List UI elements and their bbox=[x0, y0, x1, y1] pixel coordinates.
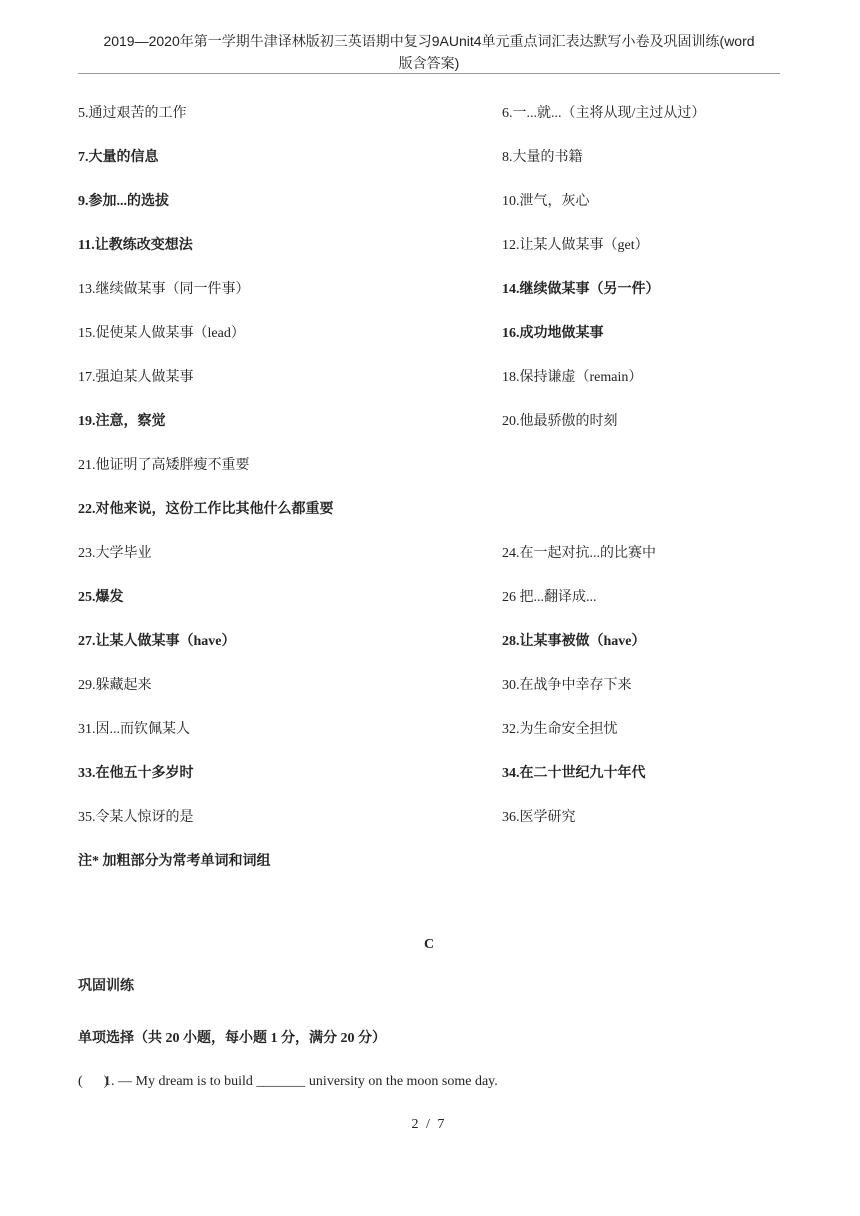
vocab-row bbox=[78, 763, 780, 785]
vocab-item: 21.他证明了高矮胖瘦不重要 bbox=[78, 458, 250, 473]
vocab-item: 27.让某人做某事（have） bbox=[78, 634, 236, 649]
header-title-line2: 版含答案) bbox=[398, 55, 460, 71]
vocab-item: 22.对他来说，这份工作比其他什么都重要 bbox=[78, 502, 334, 517]
vocab-item: 13.继续做某事（同一件事） bbox=[78, 282, 250, 297]
vocab-row bbox=[78, 411, 780, 433]
vocab-row bbox=[78, 631, 780, 653]
vocab-row bbox=[78, 499, 780, 521]
vocab-item: 8.大量的书籍 bbox=[502, 150, 583, 165]
vocab-row bbox=[78, 543, 780, 565]
section-title bbox=[78, 976, 780, 998]
vocab-row bbox=[78, 455, 780, 477]
page-number: 2 / 7 bbox=[411, 1117, 447, 1132]
page-header bbox=[78, 30, 780, 74]
vocab-item: 25.爆发 bbox=[78, 590, 124, 605]
note-text bbox=[78, 851, 780, 873]
vocab-row bbox=[78, 191, 780, 213]
vocab-item: 11.让教练改变想法 bbox=[78, 238, 193, 253]
vocab-item: 14.继续做某事（另一件） bbox=[502, 282, 660, 297]
header-title-line1: 2019—2020年第一学期牛津译林版初三英语期中复习9AUnit4单元重点词汇表达默写小卷及巩固训练(word bbox=[103, 33, 755, 49]
vocab-item: 20.他最骄傲的时刻 bbox=[502, 414, 618, 429]
vocab-item: 33.在他五十多岁时 bbox=[78, 766, 194, 781]
vocab-row bbox=[78, 103, 780, 125]
vocab-item: 28.让某事被做（have） bbox=[502, 634, 646, 649]
section-title-text: 巩固训练 bbox=[78, 979, 134, 994]
vocab-item: 30.在战争中幸存下来 bbox=[502, 678, 632, 693]
vocab-item: 16.成功地做某事 bbox=[502, 326, 604, 341]
vocab-item: 9.参加...的选拔 bbox=[78, 194, 169, 209]
vocab-item: 5.通过艰苦的工作 bbox=[78, 106, 187, 121]
vocab-item: 35.令某人惊讶的是 bbox=[78, 810, 194, 825]
vocab-item: 29.躲藏起来 bbox=[78, 678, 152, 693]
vocab-row bbox=[78, 587, 780, 609]
vocab-item: 23.大学毕业 bbox=[78, 546, 152, 561]
vocab-item: 34.在二十世纪九十年代 bbox=[502, 766, 646, 781]
vocab-item: 26 把...翻译成... bbox=[502, 590, 597, 605]
vocab-row bbox=[78, 719, 780, 741]
vocab-item: 18.保持谦虚（remain） bbox=[502, 370, 643, 385]
vocab-row bbox=[78, 147, 780, 169]
vocab-row bbox=[78, 675, 780, 697]
section-letter: C bbox=[423, 937, 435, 952]
question-1 bbox=[78, 1071, 780, 1093]
question-text: 1. — My dream is to build _______ university on the moon some day. bbox=[104, 1074, 498, 1089]
answer-bracket[interactable]: ( ) bbox=[78, 1074, 109, 1089]
vocab-row bbox=[78, 279, 780, 301]
header-divider bbox=[78, 73, 780, 74]
vocab-item: 15.促使某人做某事（lead） bbox=[78, 326, 245, 341]
mc-heading bbox=[78, 1028, 780, 1050]
vocab-item: 17.强迫某人做某事 bbox=[78, 370, 194, 385]
vocab-item: 19.注意，察觉 bbox=[78, 414, 166, 429]
vocab-item: 12.让某人做某事（get） bbox=[502, 238, 649, 253]
vocab-item: 24.在一起对抗...的比赛中 bbox=[502, 546, 656, 561]
vocab-item: 6.一...就...（主将从现/主过从过） bbox=[502, 106, 706, 121]
vocab-item: 31.因...而钦佩某人 bbox=[78, 722, 190, 737]
vocab-row bbox=[78, 807, 780, 829]
vocab-item: 32.为生命安全担忧 bbox=[502, 722, 618, 737]
mc-heading-text: 单项选择（共 20 小题，每小题 1 分，满分 20 分） bbox=[78, 1031, 386, 1046]
vocab-item: 10.泄气，灰心 bbox=[502, 194, 590, 209]
vocab-item: 36.医学研究 bbox=[502, 810, 576, 825]
vocab-item: 7.大量的信息 bbox=[78, 150, 159, 165]
vocab-row bbox=[78, 367, 780, 389]
vocab-row bbox=[78, 235, 780, 257]
vocab-row bbox=[78, 323, 780, 345]
note-label: 注* 加粗部分为常考单词和词组 bbox=[78, 854, 271, 869]
